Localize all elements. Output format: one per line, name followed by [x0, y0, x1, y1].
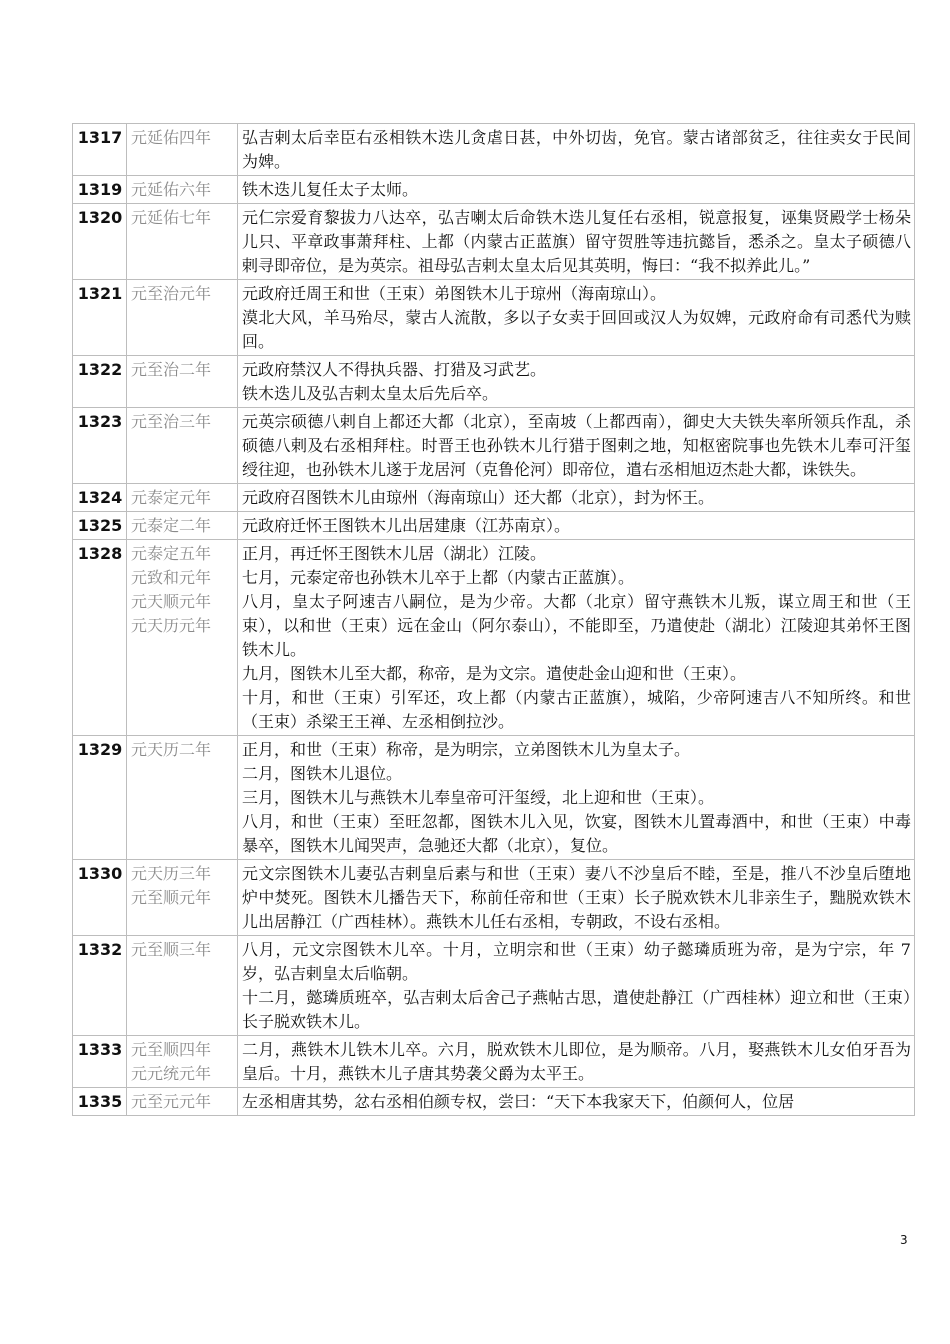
- table-row: [73, 736, 915, 860]
- event-cell: [238, 1088, 915, 1116]
- era-cell: [127, 736, 238, 860]
- event-text: 元仁宗爱育黎拔力八达卒，弘吉喇太后命铁木迭儿复任右丞相，锐意报复，诬集贤殿学士杨朵儿只、平章政事萧拜柱、上都（内蒙古正蓝旗）留守贺胜等违抗懿旨，悉杀之。皇太子硕德八剌寻即帝位，是为英宗。祖母弘吉剌太皇太后见其英明，悔曰：“我不拟养此儿。”: [242, 208, 911, 275]
- event-text: 二月，燕铁木儿铁木儿卒。六月，脱欢铁木儿即位，是为顺帝。八月，娶燕铁木儿女伯牙吾为皇后。十月，燕铁木儿子唐其势袭父爵为太平王。: [242, 1040, 911, 1083]
- event-text: 三月，图铁木儿与燕铁木儿奉皇帝可汗玺绶，北上迎和世（王束）。: [242, 788, 715, 807]
- era-cell: [127, 124, 238, 176]
- event-text: 铁木迭儿及弘吉剌太皇太后先后卒。: [242, 384, 499, 403]
- table-row: [73, 356, 915, 408]
- era-name: 元天顺元年: [131, 592, 212, 611]
- event-text: 十二月，懿璘质班卒，弘吉剌太后舍己子燕帖古思，遣使赴静江（广西桂林）迎立和世（王束）长子脱欢铁木儿。: [242, 988, 911, 1031]
- table-row: [73, 936, 915, 1036]
- event-cell: [238, 512, 915, 540]
- era-name: 元泰定五年: [131, 544, 212, 563]
- event-text: 元政府迁怀王图铁木儿出居建康（江苏南京）。: [242, 516, 571, 535]
- event-cell: [238, 860, 915, 936]
- event-cell: [238, 176, 915, 204]
- era-name: 元至治元年: [131, 284, 212, 303]
- table-row: [73, 204, 915, 280]
- event-cell: [238, 280, 915, 356]
- event-text: 九月，图铁木儿至大都，称帝，是为文宗。遣使赴金山迎和世（王束）。: [242, 664, 747, 683]
- table-row: [73, 280, 915, 356]
- era-cell: [127, 540, 238, 736]
- era-cell: [127, 860, 238, 936]
- era-cell: [127, 408, 238, 484]
- era-name: 元天历二年: [131, 740, 212, 759]
- event-cell: [238, 540, 915, 736]
- table-row: [73, 512, 915, 540]
- table-row: [73, 860, 915, 936]
- event-text: 铁木迭儿复任太子太师。: [242, 180, 419, 199]
- year-cell: 1319: [73, 176, 127, 204]
- event-text: 正月，再迁怀王图铁木儿居（湖北）江陵。: [242, 544, 547, 563]
- event-text: 弘吉剌太后幸臣右丞相铁木迭儿贪虐日甚，中外切齿，免官。蒙古诸部贫乏，往往卖女于民间为婢。: [242, 128, 911, 171]
- event-text: 十月，和世（王束）引军还，攻上都（内蒙古正蓝旗），城陷，少帝阿速吉八不知所终。和世（王束）杀梁王王禅、左丞相倒拉沙。: [242, 688, 911, 731]
- era-name: 元至元元年: [131, 1092, 212, 1111]
- era-cell: [127, 356, 238, 408]
- event-text: 元英宗硕德八剌自上都还大都（北京），至南坡（上都西南），御史大夫铁失率所领兵作乱，杀硕德八剌及右丞相拜柱。时晋王也孙铁木儿行猎于图剌之地，知枢密院事也先铁木儿奉可汗玺绶往迎，也孙铁木儿遂于龙居河（克鲁伦河）即帝位，遣右丞相旭迈杰赴大都，诛铁失。: [242, 412, 911, 479]
- event-cell: [238, 736, 915, 860]
- event-text: 八月，和世（王束）至旺忽都，图铁木儿入见，饮宴，图铁木儿置毒酒中，和世（王束）中毒暴卒，图铁木儿闻哭声，急驰还大都（北京），复位。: [242, 812, 911, 855]
- era-cell: [127, 1088, 238, 1116]
- page-number: 3: [900, 1233, 908, 1247]
- era-name: 元至顺元年: [131, 888, 212, 907]
- era-cell: [127, 936, 238, 1036]
- table-row: [73, 124, 915, 176]
- event-text: 元政府禁汉人不得执兵器、打猎及习武艺。: [242, 360, 547, 379]
- era-name: 元至顺三年: [131, 940, 212, 959]
- era-name: 元泰定元年: [131, 488, 212, 507]
- era-name: 元延佑四年: [131, 128, 212, 147]
- event-cell: [238, 408, 915, 484]
- year-cell: 1324: [73, 484, 127, 512]
- year-cell: 1328: [73, 540, 127, 736]
- table-row: [73, 540, 915, 736]
- year-cell: 1323: [73, 408, 127, 484]
- event-cell: [238, 204, 915, 280]
- year-cell: 1330: [73, 860, 127, 936]
- era-name: 元泰定二年: [131, 516, 212, 535]
- era-name: 元致和元年: [131, 568, 212, 587]
- event-text: 七月，元泰定帝也孙铁木儿卒于上都（内蒙古正蓝旗）。: [242, 568, 635, 587]
- year-cell: 1322: [73, 356, 127, 408]
- era-cell: [127, 176, 238, 204]
- era-name: 元至治二年: [131, 360, 212, 379]
- era-cell: [127, 484, 238, 512]
- year-cell: 1335: [73, 1088, 127, 1116]
- era-cell: [127, 512, 238, 540]
- event-text: 元政府迁周王和世（王束）弟图铁木儿于琼州（海南琼山）。: [242, 284, 667, 303]
- event-cell: [238, 1036, 915, 1088]
- era-name: 元至治三年: [131, 412, 212, 431]
- year-cell: 1317: [73, 124, 127, 176]
- year-cell: 1332: [73, 936, 127, 1036]
- era-cell: [127, 280, 238, 356]
- era-name: 元天历三年: [131, 864, 212, 883]
- event-text: 漠北大风，羊马殆尽，蒙古人流散，多以子女卖于回回或汉人为奴婢，元政府命有司悉代为赎回。: [242, 308, 911, 351]
- era-name: 元至顺四年: [131, 1040, 212, 1059]
- event-text: 元政府召图铁木儿由琼州（海南琼山）还大都（北京），封为怀王。: [242, 488, 715, 507]
- era-cell: [127, 1036, 238, 1088]
- chronology-table: [72, 123, 915, 1116]
- event-text: 左丞相唐其势，忿右丞相伯颜专权，尝曰：“天下本我家天下，伯颜何人，位居: [242, 1092, 795, 1111]
- event-text: 八月，元文宗图铁木儿卒。十月，立明宗和世（王束）幼子懿璘质班为帝，是为宁宗，年 7 岁，弘吉剌皇太后临朝。: [242, 940, 911, 983]
- event-text: 二月，图铁木儿退位。: [242, 764, 403, 783]
- table-row: [73, 1088, 915, 1116]
- year-cell: 1320: [73, 204, 127, 280]
- event-text: 八月，皇太子阿速吉八嗣位，是为少帝。大都（北京）留守燕铁木儿叛，谋立周王和世（王束），以和世（王束）远在金山（阿尔泰山），不能即至，乃遣使赴（湖北）江陵迎其弟怀王图铁木儿。: [242, 592, 911, 659]
- era-cell: [127, 204, 238, 280]
- event-cell: [238, 484, 915, 512]
- era-name: 元延佑七年: [131, 208, 212, 227]
- event-text: 元文宗图铁木儿妻弘吉剌皇后素与和世（王束）妻八不沙皇后不睦，至是，推八不沙皇后堕地炉中焚死。图铁木儿播告天下，称前任帝和世（王束）长子脱欢铁木儿非亲生子，黜脱欢铁木儿出居静江（广西桂林）。燕铁木儿任右丞相，专朝政，不设右丞相。: [242, 864, 911, 931]
- event-cell: [238, 124, 915, 176]
- year-cell: 1333: [73, 1036, 127, 1088]
- table-row: [73, 1036, 915, 1088]
- table-row: [73, 176, 915, 204]
- era-name: 元天历元年: [131, 616, 212, 635]
- table-row: [73, 484, 915, 512]
- event-cell: [238, 936, 915, 1036]
- era-name: 元元统元年: [131, 1064, 212, 1083]
- table-row: [73, 408, 915, 484]
- event-text: 正月，和世（王束）称帝，是为明宗，立弟图铁木儿为皇太子。: [242, 740, 691, 759]
- year-cell: 1325: [73, 512, 127, 540]
- era-name: 元延佑六年: [131, 180, 212, 199]
- event-cell: [238, 356, 915, 408]
- year-cell: 1329: [73, 736, 127, 860]
- year-cell: 1321: [73, 280, 127, 356]
- chronology-rows: [73, 124, 915, 1116]
